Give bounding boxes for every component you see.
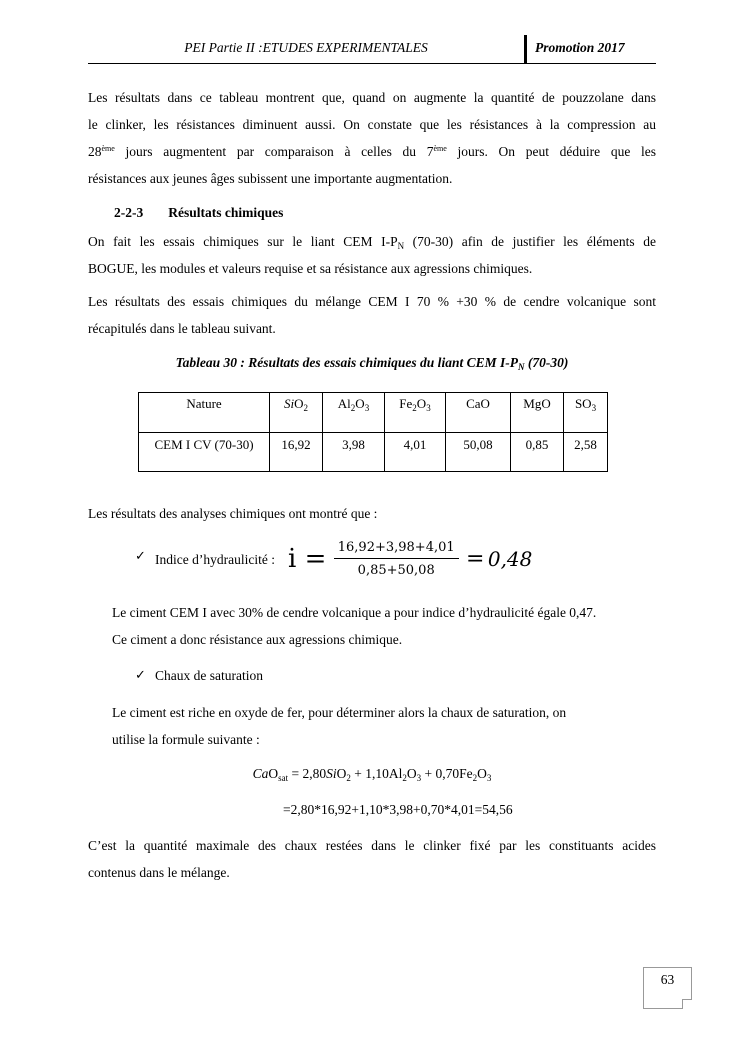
paragraph-line: utilise la formule suivante : [112, 732, 260, 747]
section-title: Résultats chimiques [168, 205, 284, 220]
paragraph-line: Ce ciment a donc résistance aux agressions chimique. [112, 632, 403, 647]
paragraph-line: récapitulés dans le tableau suivant. [88, 321, 276, 336]
paragraph-line: résistances aux jeunes âges subissent une importante augmentation. [88, 171, 453, 186]
fraction [334, 540, 459, 578]
page-number-fold [682, 999, 692, 1009]
cell-sio2: 16,92 [270, 433, 323, 472]
hydraulicity-formula [288, 540, 532, 578]
header-so3: $SO_3$ [564, 393, 608, 433]
paragraph-line: Les résultats dans ce tableau montrent que, quand on augmente la quantité de pouzzolane dans [88, 90, 656, 105]
fraction-denominator: 0,85+50,08 [357, 563, 435, 578]
saturation-formula: $CaO_{sat} = 2,80SiO_2 + 1,10Al_2O_3 + 0,70Fe_2O_3$ [252, 766, 492, 783]
hydraulicity-label: Indice d’hydraulicité : [155, 552, 275, 567]
paragraph-saturation-conclusion [88, 832, 656, 886]
header-fe2o3: $Fe_2O_3$ [385, 393, 446, 433]
table-row [139, 433, 608, 472]
paragraph-line: 28ème jours augmentent par comparaison à celles du 7ème jours. On peut déduire que les [88, 144, 656, 159]
paragraph-line: On fait les essais chimiques sur le liant CEM $I-P_N$ (70-30) afin de justifier les éléments de [88, 234, 656, 251]
section-heading [114, 205, 283, 221]
checkmark-icon: ✓ [135, 548, 146, 563]
cell-mgo: 0,85 [511, 433, 564, 472]
paragraph-line: le clinker, les résistances diminuent aussi. On constate que les résistances à la compression au [88, 117, 656, 132]
header-sio2: SiO$_2$ [270, 393, 323, 433]
cell-fe2o3: 4,01 [385, 433, 446, 472]
header-divider [524, 35, 527, 63]
fraction-numerator: 16,92+3,98+4,01 [334, 540, 459, 559]
header-mgo: MgO [511, 393, 564, 433]
page-number: 63 [660, 972, 675, 987]
header-title: PEI Partie II :ETUDES EXPERIMENTALES [184, 40, 428, 55]
paragraph-line: BOGUE, les modules et valeurs requise et sa résistance aux agressions chimiques. [88, 261, 533, 276]
formula-equals: = [466, 546, 485, 572]
paragraph-line: C’est la quantité maximale des chaux restées dans le clinker fixé par les constituants acides [88, 838, 656, 853]
table-header-row [139, 393, 608, 433]
saturation-formula-value: =2,80*16,92+1,10*3,98+0,70*4,01=54,56 [283, 802, 513, 817]
cell-cao: 50,08 [446, 433, 511, 472]
paragraph-line: Le ciment CEM I avec 30% de cendre volcanique a pour indice d’hydraulicité égale 0,47. [112, 605, 597, 620]
analysis-intro: Les résultats des analyses chimiques ont montré que : [88, 506, 378, 521]
header-promotion: Promotion 2017 [535, 40, 625, 55]
paragraph-line: Le ciment est riche en oxyde de fer, pour déterminer alors la chaux de saturation, on [112, 705, 567, 720]
cell-al2o3: 3,98 [323, 433, 385, 472]
paragraph-line: Les résultats des essais chimiques du mélange CEM I 70 % +30 % de cendre volcanique sont [88, 294, 656, 309]
cell-nature: CEM I CV (70-30) [139, 433, 270, 472]
formula-result: 0,48 [487, 547, 533, 571]
paragraph-saturation-intro [112, 699, 656, 753]
header-al2o3: $Al_2O_3$ [323, 393, 385, 433]
paragraph-results-summary [88, 84, 656, 192]
paragraph-chemical-tests [88, 228, 656, 282]
section-number: 2-2-3 [114, 205, 144, 220]
header-rule [88, 63, 656, 64]
paragraph-table-intro [88, 288, 656, 342]
checkmark-icon: ✓ [135, 667, 146, 682]
paragraph-hydraulicity-conclusion [112, 599, 656, 653]
formula-i: i = [288, 544, 327, 574]
header-nature: Nature [139, 393, 270, 433]
table-caption: Tableau 30 : Résultats des essais chimiques du liant CEM $I-P_N$ (70-30) [175, 355, 569, 372]
saturation-label: Chaux de saturation [155, 668, 263, 683]
paragraph-line: contenus dans le mélange. [88, 865, 230, 880]
chemical-results-table [138, 392, 608, 472]
cell-so3: 2,58 [564, 433, 608, 472]
header-cao: CaO [446, 393, 511, 433]
